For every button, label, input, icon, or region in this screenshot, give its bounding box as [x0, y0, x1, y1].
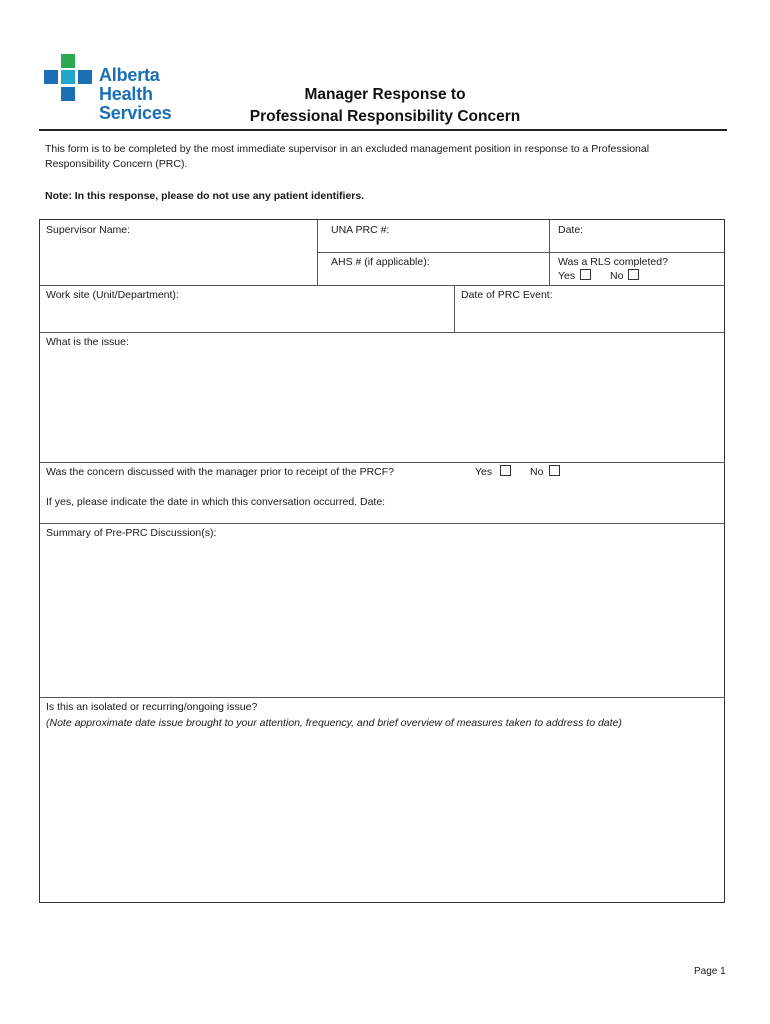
rls-question-label: Was a RLS completed? [558, 256, 668, 268]
discussed-yes-label: Yes [475, 466, 493, 478]
work-site-field[interactable]: Work site (Unit/Department): [46, 289, 179, 301]
row-divider-discussed [40, 462, 725, 463]
page-number: Page 1 [694, 966, 726, 977]
logo-line-2: Services [99, 103, 172, 123]
logo-wordmark [99, 66, 214, 123]
intro-paragraph: This form is to be completed by the most immediate supervisor in an excluded management position in response to a Professional Responsibility Concern (PRC). [45, 143, 650, 170]
date-field[interactable]: Date: [558, 224, 584, 236]
row-divider-summary [40, 523, 725, 524]
row-divider-issue [40, 332, 725, 333]
col-divider-prc-event [454, 285, 455, 332]
rls-yes-checkbox[interactable] [580, 269, 591, 280]
isolated-issue-note: (Note approximate date issue brought to your attention, frequency, and brief overview of measures taken to address to date) [46, 717, 622, 729]
ahs-cross-icon [44, 54, 94, 104]
alberta-health-services-logo [44, 54, 214, 123]
note-paragraph: Note: In this response, please do not use any patient identifiers. [45, 190, 365, 202]
form-title-line-2: Professional Responsibility Concern [249, 108, 521, 125]
form-table [39, 219, 725, 903]
ahs-number-field[interactable]: AHS # (if applicable): [331, 256, 430, 268]
row-divider-isolated [40, 697, 725, 698]
col-divider-date [549, 220, 550, 285]
discussed-question-label: Was the concern discussed with the manager prior to receipt of the PRCF? [46, 466, 395, 478]
discussed-no-checkbox[interactable] [549, 465, 560, 476]
date-of-prc-event-field[interactable]: Date of PRC Event: [461, 289, 553, 301]
supervisor-name-field[interactable]: Supervisor Name: [46, 224, 131, 236]
summary-discussion-field[interactable]: Summary of Pre-PRC Discussion(s): [46, 527, 217, 539]
conversation-date-field[interactable]: If yes, please indicate the date in which this conversation occurred. Date: [46, 496, 386, 508]
form-title-line-1: Manager Response to [304, 86, 466, 103]
rls-no-label: No [610, 270, 624, 282]
form-title [200, 84, 570, 128]
row-divider-ahs [317, 252, 725, 253]
discussed-yes-checkbox[interactable] [500, 465, 511, 476]
discussed-no-label: No [530, 466, 544, 478]
rls-no-checkbox[interactable] [628, 269, 639, 280]
row-divider-worksite [40, 285, 725, 286]
col-divider-una [317, 220, 318, 285]
rls-yes-label: Yes [558, 270, 576, 282]
title-divider [39, 129, 727, 131]
isolated-issue-field[interactable]: Is this an isolated or recurring/ongoing issue? [46, 701, 258, 713]
logo-line-1: Alberta Health [99, 65, 160, 104]
una-prc-field[interactable]: UNA PRC #: [331, 224, 390, 236]
what-is-the-issue-field[interactable]: What is the issue: [46, 336, 129, 348]
